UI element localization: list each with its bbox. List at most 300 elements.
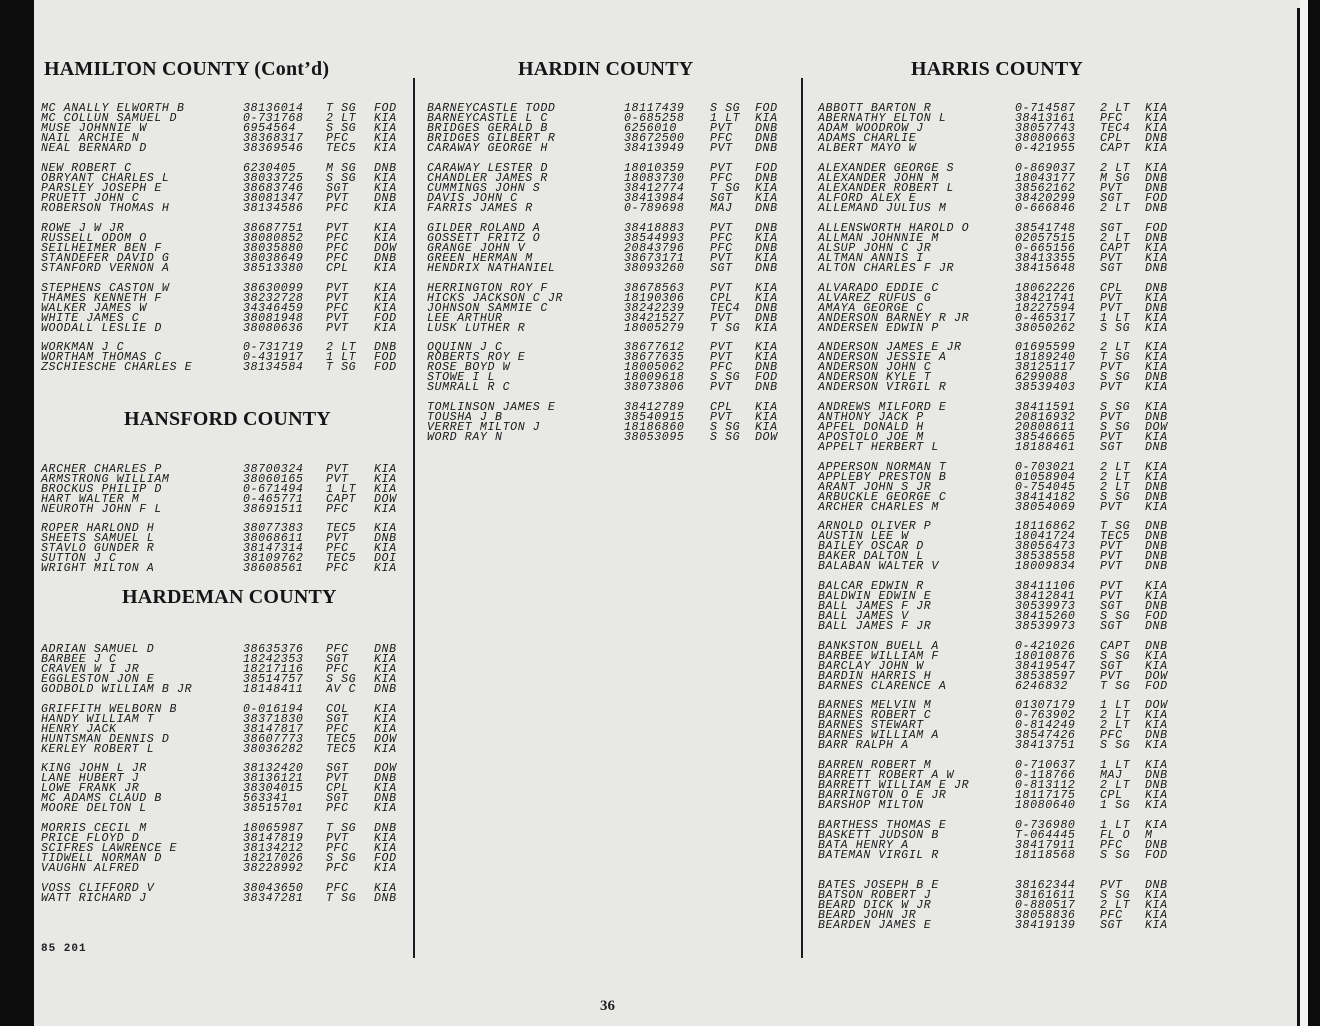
casualty-status: KIA — [374, 121, 397, 135]
service-number: 0-421955 — [1015, 141, 1076, 155]
rank: PFC — [710, 231, 733, 245]
service-number: 18217026 — [243, 851, 304, 865]
service-number: 38147314 — [243, 541, 304, 555]
soldier-name: APPELT HERBERT L — [818, 440, 939, 454]
service-number: 18148411 — [243, 682, 304, 696]
service-number: 38077383 — [243, 522, 304, 535]
casualty-status: KIA — [374, 171, 397, 185]
casualty-status: DNB — [1145, 529, 1168, 543]
soldier-name: ANDERSON KYLE T — [818, 370, 932, 384]
service-number: 18189240 — [1015, 350, 1076, 364]
rank: S SG — [1100, 738, 1131, 752]
soldier-name: GRIFFITH WELBORN B — [41, 703, 178, 716]
casualty-status: DOI — [374, 551, 397, 565]
service-number: 0-016194 — [243, 703, 304, 716]
rank: PVT — [1100, 360, 1123, 374]
soldier-name: PRICE FLOYD D — [41, 831, 140, 845]
soldier-name: SCIFRES LAWRENCE E — [41, 841, 178, 855]
soldier-name: ADAM WOODROW J — [818, 121, 924, 135]
soldier-name: ANDREWS MILFORD E — [818, 401, 947, 414]
rank: CPL — [710, 291, 733, 305]
service-number: 38093260 — [624, 261, 685, 275]
casualty-status: KIA — [374, 261, 397, 275]
rank: S SG — [326, 672, 357, 686]
service-number: 6954564 — [243, 121, 296, 135]
casualty-status: KIA — [755, 321, 778, 335]
casualty-status: KIA — [1145, 500, 1168, 514]
rank: PVT — [326, 831, 349, 845]
service-number: 18242353 — [243, 652, 304, 666]
rank: S SG — [1100, 370, 1131, 384]
soldier-name: MOORE DELTON L — [41, 801, 147, 815]
rank: 2 LT — [1100, 162, 1131, 175]
soldier-name: STAVLO GUNDER R — [41, 541, 155, 555]
rank: T SG — [1100, 350, 1131, 364]
casualty-status: DNB — [1145, 768, 1168, 782]
service-number: 38073806 — [624, 380, 685, 394]
soldier-name: BARRINGTON O E JR — [818, 788, 947, 802]
service-number: 38547426 — [1015, 728, 1076, 742]
service-number: 38109762 — [243, 551, 304, 565]
rank: PFC — [710, 241, 733, 255]
service-number: 38515701 — [243, 801, 304, 815]
rank: CPL — [1100, 788, 1123, 802]
service-number: 38421741 — [1015, 291, 1076, 305]
soldier-name: ALSUP JOHN C JR — [818, 241, 932, 255]
rank: TEC5 — [326, 732, 357, 746]
service-number: 38060165 — [243, 472, 304, 486]
soldier-name: WORD RAY N — [427, 430, 503, 444]
soldier-name: ANTHONY JACK P — [818, 410, 924, 424]
rank: 1 LT — [710, 111, 741, 125]
soldier-name: WALKER JAMES W — [41, 301, 147, 315]
soldier-name: WORKMAN J C — [41, 341, 125, 354]
soldier-name: OBRYANT CHARLES L — [41, 171, 170, 185]
service-number: 0-465771 — [243, 492, 304, 506]
casualty-status: KIA — [1145, 918, 1168, 932]
casualty-status: KIA — [374, 111, 397, 125]
soldier-name: FARRIS JAMES R — [427, 201, 533, 215]
service-number: 18005062 — [624, 360, 685, 374]
casualty-status: DNB — [374, 791, 397, 805]
casualty-status: DNB — [1145, 778, 1168, 792]
soldier-name: BARNEYCASTLE L C — [427, 111, 548, 125]
rank: S SG — [326, 851, 357, 865]
rank: AV C — [326, 682, 357, 696]
soldier-name: MC ANALLY ELWORTH B — [41, 102, 185, 115]
service-number: 38036282 — [243, 742, 304, 756]
soldier-name: WORTHAM THOMAS C — [41, 350, 162, 364]
service-number: 0-789698 — [624, 201, 685, 215]
rank: S SG — [710, 370, 741, 384]
casualty-status: DNB — [1145, 838, 1168, 852]
casualty-status: KIA — [1145, 580, 1168, 593]
casualty-status: KIA — [1145, 461, 1168, 474]
rank: PFC — [326, 201, 349, 215]
soldier-name: BARR RALPH A — [818, 738, 909, 752]
rank: S SG — [326, 121, 357, 135]
service-number: 18043177 — [1015, 171, 1076, 185]
rank: TEC5 — [326, 522, 357, 535]
rank: CPL — [326, 781, 349, 795]
rank: PVT — [326, 282, 349, 295]
casualty-status: DOW — [755, 430, 778, 444]
service-number: 38132420 — [243, 762, 304, 775]
service-number: 0-869037 — [1015, 162, 1076, 175]
soldier-name: BARBEE WILLIAM F — [818, 649, 939, 663]
soldier-name: TIDWELL NORMAN D — [41, 851, 162, 865]
service-number: 18065987 — [243, 822, 304, 835]
service-number: 38033725 — [243, 171, 304, 185]
casualty-status: FOD — [1145, 848, 1168, 862]
service-number: 38050262 — [1015, 321, 1076, 335]
service-number: 38419547 — [1015, 659, 1076, 673]
service-number: 38687751 — [243, 222, 304, 235]
casualty-status: DOW — [374, 492, 397, 506]
casualty-status: KIA — [374, 131, 397, 145]
county-heading: HAMILTON COUNTY (Cont’d) — [44, 58, 330, 80]
rank: 2 LT — [1100, 778, 1131, 792]
soldier-name: ALTON CHARLES F JR — [818, 261, 955, 275]
service-number: 38134586 — [243, 201, 304, 215]
service-number: 38125117 — [1015, 360, 1076, 374]
service-number: 38161611 — [1015, 888, 1076, 902]
service-number: 38035880 — [243, 241, 304, 255]
soldier-name: VAUGHN ALFRED — [41, 861, 140, 875]
soldier-name: ANDERSON JESSIE A — [818, 350, 947, 364]
service-number: 38413949 — [624, 141, 685, 155]
service-number: 0-671494 — [243, 482, 304, 496]
rank: SGT — [1100, 261, 1123, 275]
soldier-name: SEILHEIMER BEN F — [41, 241, 162, 255]
rank: PFC — [326, 882, 349, 895]
soldier-name: BARTHESS THOMAS E — [818, 819, 947, 832]
casualty-status: KIA — [755, 410, 778, 424]
rank: PFC — [326, 722, 349, 736]
casualty-status: DNB — [374, 162, 397, 175]
soldier-name: BALDWIN EDWIN E — [818, 589, 932, 603]
rank: CAPT — [1100, 141, 1131, 155]
casualty-status: KIA — [374, 463, 397, 476]
soldier-name: BATA HENRY A — [818, 838, 909, 852]
rank: 1 SG — [1100, 798, 1131, 812]
rank: CPL — [1100, 131, 1123, 145]
casualty-status: FOD — [755, 370, 778, 384]
service-number: 18217116 — [243, 662, 304, 676]
soldier-name: SHEETS SAMUEL L — [41, 531, 155, 545]
service-number: 38677612 — [624, 341, 685, 354]
rank: PVT — [1100, 301, 1123, 315]
rank: PFC — [710, 360, 733, 374]
soldier-name: ALEXANDER GEORGE S — [818, 162, 955, 175]
service-number: 18227594 — [1015, 301, 1076, 315]
service-number: 0-421026 — [1015, 640, 1076, 653]
service-number: 38147819 — [243, 831, 304, 845]
soldier-name: WHITE JAMES C — [41, 311, 140, 325]
soldier-name: BALABAN WALTER V — [818, 559, 939, 573]
soldier-name: MORRIS CECIL M — [41, 822, 147, 835]
service-number: 38414182 — [1015, 490, 1076, 504]
service-number: 38147817 — [243, 722, 304, 736]
rank: PFC — [326, 301, 349, 315]
casualty-status: KIA — [755, 401, 778, 414]
service-number: 38080663 — [1015, 131, 1076, 145]
rank: PVT — [1100, 549, 1123, 563]
rank: PFC — [326, 561, 349, 575]
casualty-status: DOW — [374, 762, 397, 775]
casualty-status: KIA — [374, 482, 397, 496]
casualty-status: KIA — [1145, 321, 1168, 335]
rank: PFC — [710, 131, 733, 145]
service-number: 38538597 — [1015, 669, 1076, 683]
rank: PVT — [1100, 539, 1123, 553]
rank: 2 LT — [1100, 461, 1131, 474]
rank: PVT — [326, 321, 349, 335]
casualty-status: DNB — [755, 222, 778, 235]
soldier-name: GILDER ROLAND A — [427, 222, 541, 235]
service-number: 38347281 — [243, 891, 304, 905]
soldier-name: BEARD JOHN JR — [818, 908, 917, 922]
service-number: 0-736980 — [1015, 819, 1076, 832]
service-number: 38415648 — [1015, 261, 1076, 275]
rank: PVT — [1100, 669, 1123, 683]
soldier-name: BARCLAY JOHN W — [818, 659, 924, 673]
rank: PVT — [1100, 410, 1123, 424]
rank: S SG — [1100, 420, 1131, 434]
rank: S SG — [1100, 609, 1131, 623]
soldier-name: BASKETT JUDSON B — [818, 828, 939, 842]
service-number: 38691511 — [243, 502, 304, 516]
soldier-name: ZSCHIESCHE CHARLES E — [41, 360, 193, 374]
rank: T SG — [326, 102, 357, 115]
soldier-name: BRIDGES GILBERT R — [427, 131, 556, 145]
soldier-name: TOMLINSON JAMES E — [427, 401, 556, 414]
soldier-name: ARCHER CHARLES P — [41, 463, 162, 476]
service-number: 38081948 — [243, 311, 304, 325]
service-number: 0-118766 — [1015, 768, 1076, 782]
rank: PFC — [1100, 111, 1123, 125]
rank: SGT — [1100, 619, 1123, 633]
service-number: 38607773 — [243, 732, 304, 746]
rank: 1 LT — [1100, 699, 1131, 712]
service-number: 38371830 — [243, 712, 304, 726]
casualty-status: DNB — [1145, 261, 1168, 275]
soldier-name: CARAWAY GEORGE H — [427, 141, 548, 155]
soldier-name: ROBERTS ROY E — [427, 350, 526, 364]
casualty-status: KIA — [374, 662, 397, 676]
casualty-status: KIA — [374, 703, 397, 716]
service-number: 38368317 — [243, 131, 304, 145]
rank: 2 LT — [326, 341, 357, 354]
footer-code: 85 201 — [41, 943, 87, 955]
rank: PVT — [710, 251, 733, 265]
rank: S SG — [326, 171, 357, 185]
casualty-status: DNB — [1145, 370, 1168, 384]
casualty-status: DNB — [1145, 879, 1168, 892]
service-number: 38053095 — [624, 430, 685, 444]
casualty-status: DNB — [374, 251, 397, 265]
casualty-status: KIA — [374, 861, 397, 875]
soldier-name: BARNES ROBERT C — [818, 708, 932, 722]
soldier-name: LEE ARTHUR — [427, 311, 503, 325]
soldier-name: OQUINN J C — [427, 341, 503, 354]
casualty-status: KIA — [1145, 360, 1168, 374]
rank: T SG — [710, 321, 741, 335]
casualty-status: KIA — [374, 882, 397, 895]
rank: SGT — [1100, 659, 1123, 673]
casualty-status: FOD — [1145, 222, 1168, 235]
county-heading: HARDIN COUNTY — [518, 58, 694, 80]
casualty-status: KIA — [1145, 589, 1168, 603]
soldier-name: WOODALL LESLIE D — [41, 321, 162, 335]
rank: PFC — [326, 541, 349, 555]
rank: PVT — [1100, 580, 1123, 593]
soldier-name: BAKER DALTON L — [818, 549, 924, 563]
casualty-status: DNB — [1145, 131, 1168, 145]
service-number: 38136014 — [243, 102, 304, 115]
soldier-name: ALVARADO EDDIE C — [818, 282, 939, 295]
rank: PVT — [710, 341, 733, 354]
service-number: 38080636 — [243, 321, 304, 335]
soldier-name: APOSTOLO JOE M — [818, 430, 924, 444]
soldier-name: NEW ROBERT C — [41, 162, 132, 175]
service-number: 38540915 — [624, 410, 685, 424]
service-number: 38413751 — [1015, 738, 1076, 752]
casualty-status: KIA — [755, 111, 778, 125]
casualty-status: DNB — [374, 822, 397, 835]
soldier-name: CUMMINGS JOHN S — [427, 181, 541, 195]
service-number: 38242239 — [624, 301, 685, 315]
service-number: 01307179 — [1015, 699, 1076, 712]
service-number: 0-754045 — [1015, 480, 1076, 494]
service-number: 38134212 — [243, 841, 304, 855]
casualty-status: KIA — [1145, 430, 1168, 444]
service-number: 38411591 — [1015, 401, 1076, 414]
service-number: 38677635 — [624, 350, 685, 364]
casualty-status: KIA — [755, 350, 778, 364]
rank: PVT — [1100, 380, 1123, 394]
rank: CPL — [710, 401, 733, 414]
service-number: 38420299 — [1015, 191, 1076, 205]
casualty-status: DNB — [374, 531, 397, 545]
service-number: 38546665 — [1015, 430, 1076, 444]
service-number: 38415260 — [1015, 609, 1076, 623]
rank: CPL — [1100, 282, 1123, 295]
service-number: 38411106 — [1015, 580, 1076, 593]
casualty-status: DNB — [374, 191, 397, 205]
soldier-name: STEPHENS CASTON W — [41, 282, 170, 295]
casualty-status: DOW — [374, 241, 397, 255]
casualty-status: FOD — [374, 360, 397, 374]
service-number: 18062226 — [1015, 282, 1076, 295]
service-number: 38417911 — [1015, 838, 1076, 852]
rank: MAJ — [710, 201, 733, 215]
service-number: 38562162 — [1015, 181, 1076, 195]
casualty-status: KIA — [755, 291, 778, 305]
soldier-name: BATES JOSEPH B E — [818, 879, 939, 892]
soldier-name: STANFORD VERNON A — [41, 261, 170, 275]
casualty-status: DNB — [755, 121, 778, 135]
rank: TEC5 — [1100, 529, 1131, 543]
service-number: 38043650 — [243, 882, 304, 895]
rank: SGT — [326, 791, 349, 805]
rank: PVT — [710, 282, 733, 295]
casualty-status: KIA — [1145, 738, 1168, 752]
service-number: 02057515 — [1015, 231, 1076, 245]
rank: 2 LT — [1100, 480, 1131, 494]
casualty-status: DNB — [755, 301, 778, 315]
soldier-name: EGGLESTON JON E — [41, 672, 155, 686]
service-number: 38412774 — [624, 181, 685, 195]
service-number: 38538558 — [1015, 549, 1076, 563]
soldier-name: STOWE I L — [427, 370, 496, 384]
soldier-name: ALLENSWORTH HAROLD O — [818, 222, 970, 235]
soldier-name: ROWE J W JR — [41, 222, 125, 235]
casualty-status: DNB — [374, 682, 397, 696]
casualty-status: KIA — [374, 801, 397, 815]
casualty-status: DNB — [755, 261, 778, 275]
casualty-status: KIA — [374, 291, 397, 305]
service-number: 38136121 — [243, 771, 304, 785]
casualty-status: KIA — [1145, 380, 1168, 394]
casualty-status: KIA — [374, 222, 397, 235]
casualty-status: DNB — [755, 141, 778, 155]
service-number: 38056473 — [1015, 539, 1076, 553]
casualty-status: DNB — [1145, 640, 1168, 653]
service-number: 0-710637 — [1015, 759, 1076, 772]
rank: 1 LT — [326, 482, 357, 496]
service-number: 01058904 — [1015, 470, 1076, 484]
rank: SGT — [1100, 599, 1123, 613]
rank: PVT — [326, 472, 349, 486]
rank: MAJ — [1100, 768, 1123, 782]
soldier-name: HART WALTER M — [41, 492, 140, 506]
county-heading: HARRIS COUNTY — [911, 58, 1084, 80]
service-number: 38081347 — [243, 191, 304, 205]
casualty-status: DNB — [374, 341, 397, 354]
rank: TEC5 — [326, 551, 357, 565]
rank: PFC — [326, 231, 349, 245]
rank: PFC — [1100, 908, 1123, 922]
casualty-status: DNB — [374, 643, 397, 656]
casualty-status: DNB — [1145, 301, 1168, 315]
service-number: 18118568 — [1015, 848, 1076, 862]
casualty-status: KIA — [1145, 470, 1168, 484]
soldier-name: ARNOLD OLIVER P — [818, 520, 932, 533]
soldier-name: THAMES KENNETH F — [41, 291, 162, 305]
casualty-status: DNB — [1145, 520, 1168, 533]
service-number: 38635376 — [243, 643, 304, 656]
soldier-name: BARREN ROBERT M — [818, 759, 932, 772]
casualty-status: DNB — [374, 891, 397, 905]
service-number: 18117175 — [1015, 788, 1076, 802]
soldier-name: BARNES WILLIAM A — [818, 728, 939, 742]
rank: 2 LT — [1100, 708, 1131, 722]
casualty-status: DNB — [1145, 410, 1168, 424]
rank: 2 LT — [1100, 231, 1131, 245]
rank: PFC — [326, 241, 349, 255]
soldier-name: BROCKUS PHILIP D — [41, 482, 162, 496]
soldier-name: AUSTIN LEE W — [818, 529, 909, 543]
soldier-name: RUSSELL ODOM O — [41, 231, 147, 245]
casualty-status: FOD — [374, 311, 397, 325]
soldier-name: NAIL ARCHIE N — [41, 131, 140, 145]
service-number: 38232728 — [243, 291, 304, 305]
rank: S SG — [1100, 848, 1131, 862]
soldier-name: WRIGHT MILTON A — [41, 561, 155, 575]
rank: PVT — [326, 531, 349, 545]
service-number: 18010876 — [1015, 649, 1076, 663]
